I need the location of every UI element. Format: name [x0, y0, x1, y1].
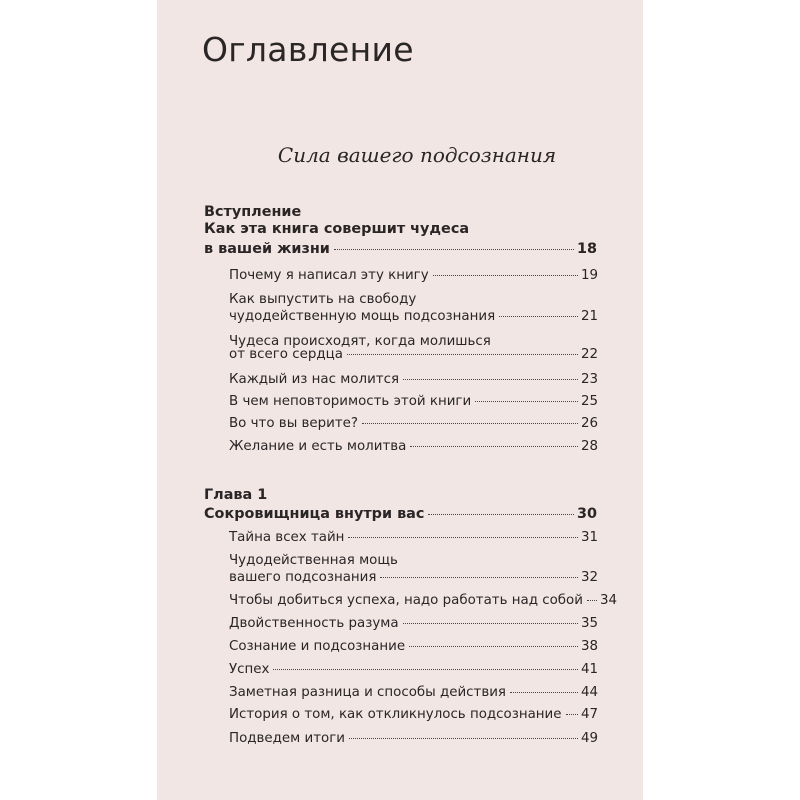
entry-page: 34: [599, 593, 617, 608]
toc-entry[interactable]: [229, 309, 598, 324]
chapter-label: Глава 1: [204, 487, 268, 503]
dot-leader: [349, 738, 578, 739]
entry-page: 44: [580, 685, 598, 700]
toc-entry[interactable]: [229, 570, 598, 585]
intro-title-line1: Как эта книга совершит чудеса: [204, 221, 470, 237]
entry-title-line1: Чудеса происходят, когда молишься: [229, 334, 491, 349]
toc-entry[interactable]: [229, 731, 598, 746]
toc-entry[interactable]: [229, 530, 598, 545]
entry-title-line1: Чудодейственная мощь: [229, 553, 398, 568]
dot-leader: [347, 354, 578, 355]
entry-page: 19: [580, 268, 598, 283]
entry-page: 22: [580, 347, 598, 362]
part-title: Сила вашего подсознания: [277, 143, 557, 167]
toc-entry[interactable]: [229, 372, 598, 387]
entry-title-line1: Как выпустить на свободу: [229, 292, 417, 307]
toc-entry-intro[interactable]: [204, 241, 597, 257]
entry-page: 28: [580, 439, 598, 454]
entry-title: Успех: [229, 662, 270, 677]
entry-page: 49: [580, 731, 598, 746]
entry-page: 31: [580, 530, 598, 545]
toc-entry[interactable]: [229, 268, 598, 283]
entry-page: 38: [580, 639, 598, 654]
toc-entry-chapter1[interactable]: [204, 506, 597, 522]
entry-title: Почему я написал эту книгу: [229, 268, 429, 283]
toc-entry[interactable]: [229, 707, 598, 722]
entry-page: 25: [580, 394, 598, 409]
entry-page: 41: [580, 662, 598, 677]
book-page: [157, 0, 643, 800]
dot-leader: [273, 669, 578, 670]
dot-leader: [362, 423, 578, 424]
dot-leader: [587, 600, 597, 601]
entry-title: Тайна всех тайн: [229, 530, 345, 545]
dot-leader: [499, 316, 578, 317]
entry-page: 32: [580, 570, 598, 585]
toc-entry[interactable]: [229, 616, 598, 631]
entry-page: 18: [576, 241, 597, 257]
intro-label: Вступление: [204, 204, 302, 220]
dot-leader: [403, 379, 578, 380]
entry-title: Сокровищница внутри вас: [204, 506, 425, 522]
entry-title: История о том, как откликнулось подсознание: [229, 707, 562, 722]
dot-leader: [348, 537, 578, 538]
dot-leader: [409, 646, 578, 647]
entry-title: Сознание и подсознание: [229, 639, 406, 654]
entry-page: 47: [580, 707, 598, 722]
dot-leader: [475, 401, 578, 402]
entry-title: чудодейственную мощь подсознания: [229, 309, 496, 324]
entry-title: в вашей жизни: [204, 241, 330, 257]
dot-leader: [380, 577, 578, 578]
entry-title: вашего подсознания: [229, 570, 377, 585]
toc-entry[interactable]: [229, 593, 617, 608]
dot-leader: [433, 275, 578, 276]
dot-leader: [510, 692, 578, 693]
dot-leader: [334, 249, 574, 250]
entry-title: от всего сердца: [229, 347, 343, 362]
entry-title: Чтобы добиться успеха, надо работать над собой: [229, 593, 583, 608]
entry-page: 23: [580, 372, 598, 387]
toc-entry[interactable]: [229, 685, 598, 700]
toc-entry[interactable]: [229, 347, 598, 362]
dot-leader: [410, 446, 578, 447]
entry-title: Во что вы верите?: [229, 416, 358, 431]
page-title: Оглавление: [202, 30, 414, 69]
dot-leader: [566, 714, 578, 715]
entry-title: Заметная разница и способы действия: [229, 685, 506, 700]
entry-title: Желание и есть молитва: [229, 439, 407, 454]
dot-leader: [403, 623, 578, 624]
entry-title: В чем неповторимость этой книги: [229, 394, 472, 409]
toc-entry[interactable]: [229, 394, 598, 409]
entry-page: 35: [580, 616, 598, 631]
entry-title: Подведем итоги: [229, 731, 345, 746]
toc-entry[interactable]: [229, 416, 598, 431]
entry-page: 30: [576, 506, 597, 522]
toc-entry[interactable]: [229, 639, 598, 654]
entry-page: 21: [580, 309, 598, 324]
toc-entry[interactable]: [229, 662, 598, 677]
toc-entry[interactable]: [229, 439, 598, 454]
entry-page: 26: [580, 416, 598, 431]
dot-leader: [428, 514, 574, 515]
entry-title: Каждый из нас молится: [229, 372, 399, 387]
entry-title: Двойственность разума: [229, 616, 399, 631]
